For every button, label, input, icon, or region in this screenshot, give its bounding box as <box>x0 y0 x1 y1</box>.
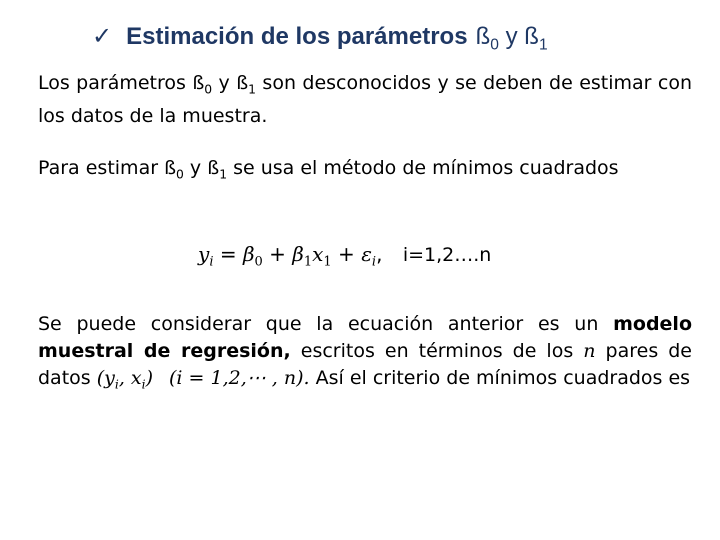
title-text: Estimación de los parámetros <box>126 23 468 50</box>
index-set: (i = 1,2,⋯ , n). <box>169 367 310 389</box>
paragraph-unknown-parameters: Los parámetros $ß_0$ y $ß_1$ son desconocidos y se deben de estimar con los datos de la muestra. <box>38 72 692 128</box>
index-range: i=1,2….n <box>402 244 492 266</box>
beta1-symbol: $ß_1$ <box>236 72 257 97</box>
title-beta1: $ß_1$ <box>524 23 548 54</box>
beta0-symbol: $ß_0$ <box>164 157 184 182</box>
paragraph-least-squares: Para estimar $ß_0$ y $ß_1$ se usa el método de mínimos cuadrados <box>38 157 619 182</box>
bold-term: modelo muestral de regresión, <box>38 313 692 362</box>
beta0-symbol: $ß_0$ <box>192 72 213 97</box>
title-conj: y <box>505 23 518 50</box>
paragraph-sample-model: Se puede considerar que la ecuación anterior es un modelo muestral de regresión, escritos en términos de los n pares de datos ($y_i$, $x_i$) (i = 1,2,⋯ , n). Así el criterio de mínimos cuadrados es <box>38 313 692 392</box>
title-beta0: $ß_0$ <box>475 23 499 54</box>
data-pair: ($y_i$, $x_i$) <box>96 367 153 392</box>
checkmark-icon: ✓ <box>92 23 113 50</box>
beta1-symbol: $ß_1$ <box>207 157 228 182</box>
regression-equation: $y_i = \beta_0 + \beta_1x_1 + \varepsilon_i$, i=1,2….n <box>198 242 492 270</box>
slide-title <box>92 22 548 54</box>
